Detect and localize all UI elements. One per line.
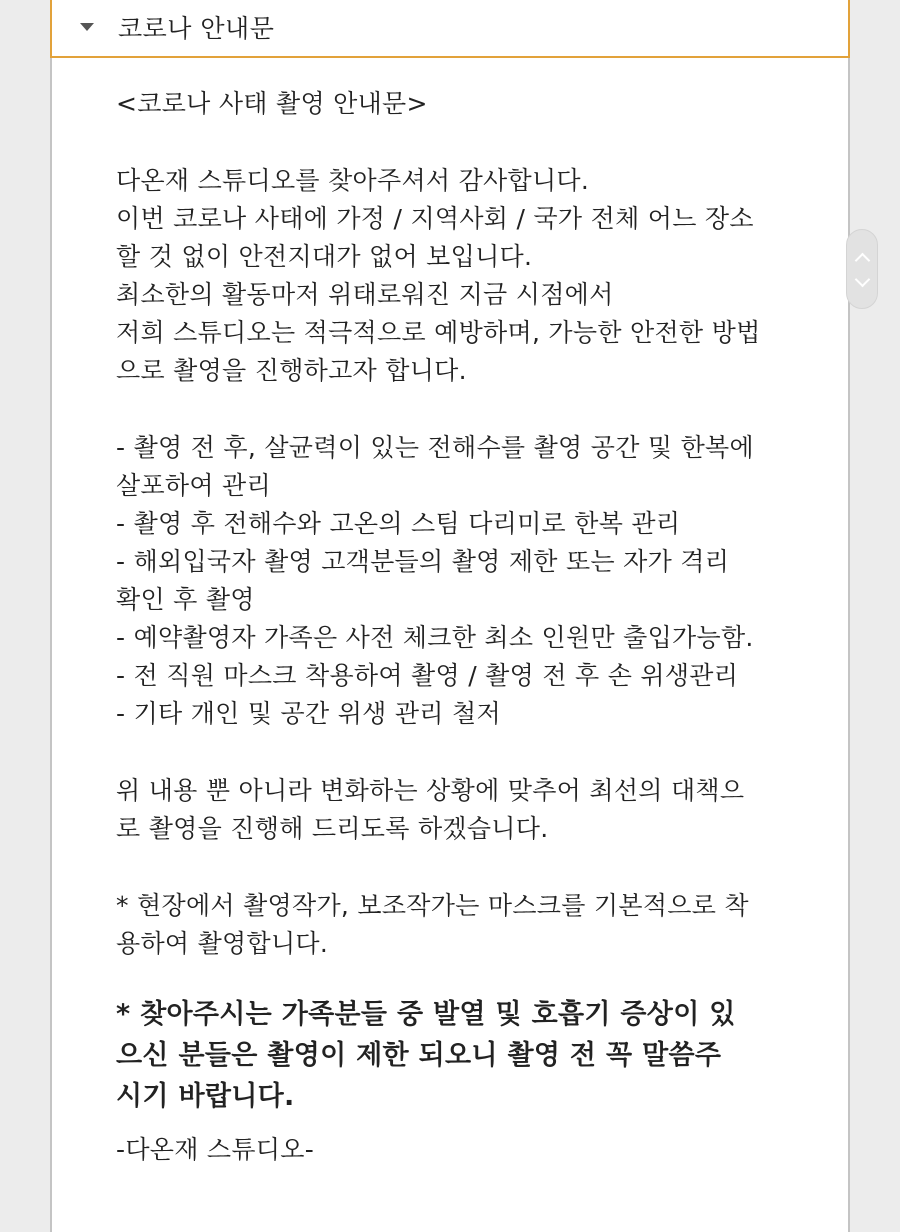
warning-note [116,994,796,1117]
measure-item: - 전 직원 마스크 착용하여 촬영 / 촬영 전 후 손 위생관리 [116,661,739,690]
text-line: 저희 스튜디오는 적극적으로 예방하며, 가능한 안전한 방법 [116,318,761,347]
measure-item: - 촬영 전 후, 살균력이 있는 전해수를 촬영 공간 및 한복에 [116,433,754,462]
text-line: 로 촬영을 진행해 드리도록 하겠습니다. [116,814,549,843]
measure-item: 확인 후 촬영 [116,585,255,614]
intro-paragraph [116,162,796,390]
text-line: 최소한의 활동마저 위태로워진 지금 시점에서 [116,280,614,309]
measures-list [116,429,796,733]
text-line: 다온재 스튜디오를 찾아주셔서 감사합니다. [116,166,590,195]
text-line: * 현장에서 촬영작가, 보조작가는 마스크를 기본적으로 착 [116,891,749,920]
mask-note [116,887,796,963]
measure-item: - 해외입국자 촬영 고객분들의 촬영 제한 또는 자가 격리 [116,547,730,576]
closing-paragraph [116,772,796,848]
scroll-controls[interactable] [846,229,878,309]
chevron-up-icon[interactable] [855,253,871,269]
notice-body [116,85,796,1169]
signature: -다온재 스튜디오- [116,1135,315,1164]
chevron-down-icon[interactable] [855,272,871,288]
measure-item: - 기타 개인 및 공간 위생 관리 철저 [116,699,501,728]
text-line: 할 것 없이 안전지대가 없어 보입니다. [116,242,533,271]
measure-item: 살포하여 관리 [116,471,271,500]
measure-item: - 예약촬영자 가족은 사전 체크한 최소 인원만 출입가능함. [116,623,754,652]
measure-item: - 촬영 후 전해수와 고온의 스팀 다리미로 한복 관리 [116,509,681,538]
text-line: 용하여 촬영합니다. [116,929,329,958]
warning-line: 으신 분들은 촬영이 제한 되오니 촬영 전 꼭 말씀주 [116,1040,722,1071]
accordion-header-corona-notice[interactable] [50,0,850,58]
warning-line: 시기 바랍니다. [116,1081,295,1112]
accordion-title: 코로나 안내문 [118,13,275,43]
caret-down-icon [80,23,94,31]
text-line: 으로 촬영을 진행하고자 합니다. [116,356,467,385]
text-line: 이번 코로나 사태에 가정 / 지역사회 / 국가 전체 어느 장소 [116,204,754,233]
notice-heading: <코로나 사태 촬영 안내문> [116,89,428,118]
text-line: 위 내용 뿐 아니라 변화하는 상황에 맞추어 최선의 대책으 [116,776,745,805]
warning-line: * 찾아주시는 가족분들 중 발열 및 호흡기 증상이 있 [116,999,736,1030]
